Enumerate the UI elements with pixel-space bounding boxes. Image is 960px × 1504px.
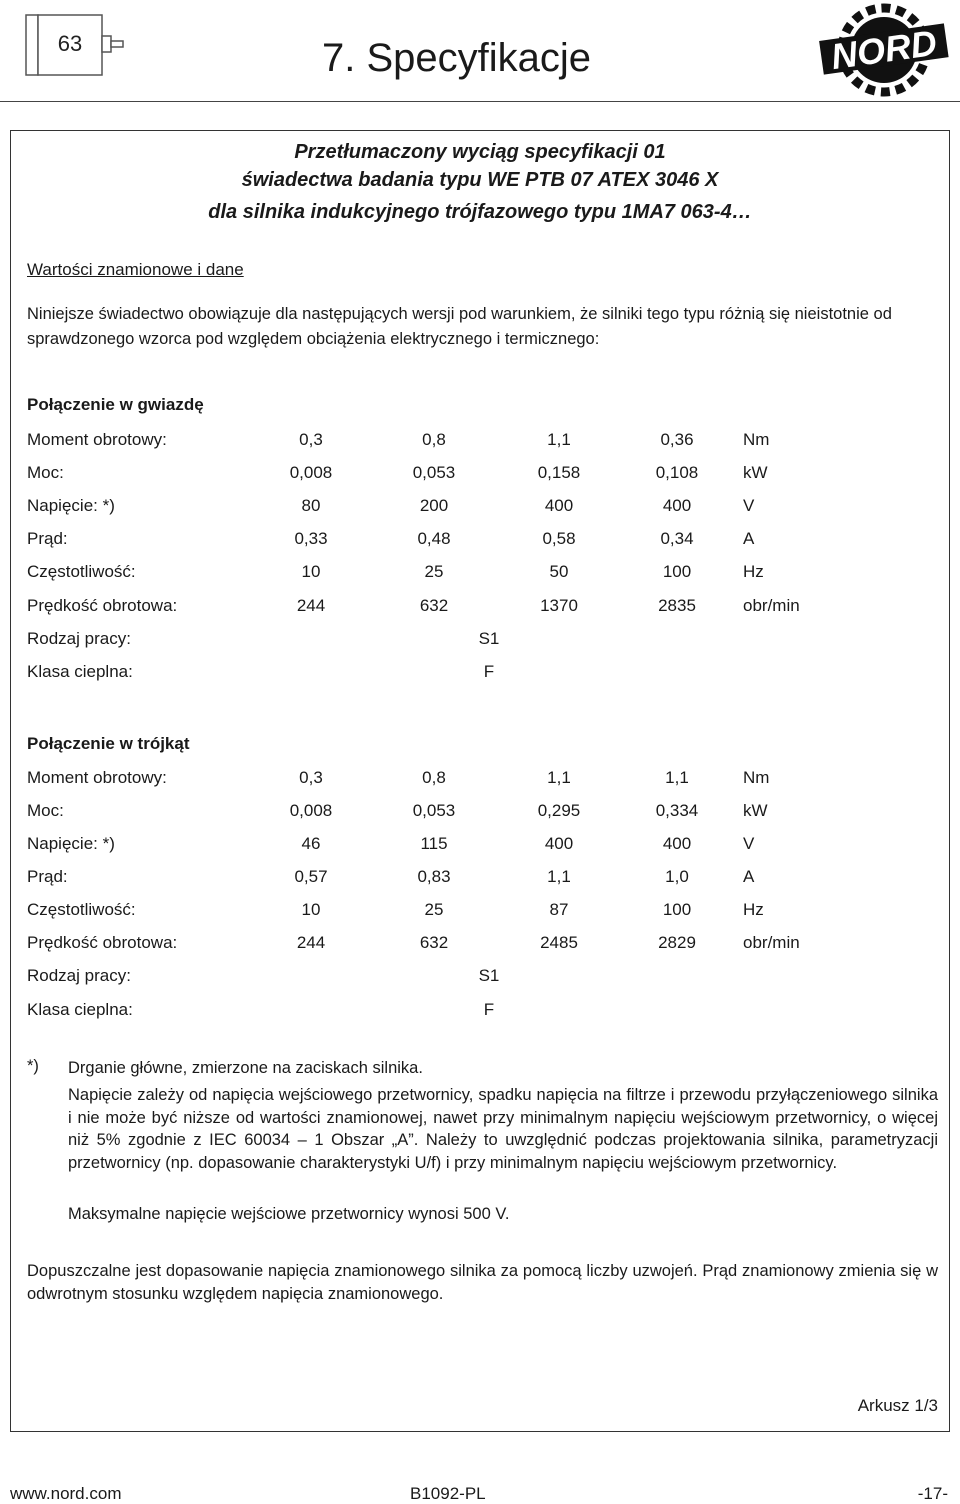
value-cell: 0,3: [299, 430, 323, 449]
unit-cell: V: [743, 834, 755, 853]
value-cell: 46: [301, 834, 321, 853]
value-cell: F: [483, 1000, 495, 1019]
unit-cell: Nm: [743, 768, 770, 787]
value-cell: 0,58: [542, 529, 576, 548]
star-row-frequency: [27, 562, 927, 584]
star-row-torque: [27, 430, 927, 452]
row-label: Klasa cieplna:: [27, 662, 133, 681]
footnote-max-voltage: Maksymalne napięcie wejściowe przetwornicy wynosi 500 V.: [68, 1205, 510, 1223]
header-divider: [0, 101, 960, 102]
footnote-paragraph: Napięcie zależy od napięcia wejściowego przetwornicy, spadku napięcia na filtrze i przewodu przyłączeniowego silnika i nie może być niższe od wartości znamionowej, nawet przy minimalnym napięciu wejściowym przetwornicy, o więcej niż 5% zgodnie z IEC 60034 – 1 Obszar „A”. Należy to uwzględnić podczas projektowania silnika, parametryzacji przetwornicy (np. dopasowanie charakterystyki U/f) i przy minimalnym napięciu wejściowym przetwornicy.: [68, 1086, 938, 1172]
value-cell: 632: [419, 596, 449, 615]
delta-row-speed: [27, 933, 927, 955]
row-label: Moc:: [27, 463, 64, 482]
value-cell: 2835: [658, 596, 696, 615]
value-cell: 50: [549, 562, 569, 581]
value-cell: 100: [662, 562, 692, 581]
value-cell: 1,1: [547, 430, 571, 449]
value-cell: 0,83: [417, 867, 451, 886]
value-cell: 632: [419, 933, 449, 952]
star-row-voltage: [27, 496, 927, 518]
footer-doc-code: B1092-PL: [410, 1484, 486, 1503]
unit-cell: obr/min: [743, 596, 800, 615]
footer-page-number: -17-: [917, 1484, 948, 1503]
delta-row-frequency: [27, 900, 927, 922]
value-cell: 244: [296, 933, 326, 952]
unit-cell: V: [743, 496, 755, 515]
row-label: Częstotliwość:: [27, 900, 136, 919]
unit-cell: A: [743, 529, 755, 548]
value-cell: S1: [478, 629, 500, 648]
delta-row-current: [27, 867, 927, 889]
row-label: Prąd:: [27, 529, 68, 548]
value-cell: 0,158: [537, 463, 581, 482]
value-cell: 1,1: [665, 768, 689, 787]
delta-row-thermal-class: [27, 1000, 927, 1022]
value-cell: 0,3: [299, 768, 323, 787]
star-row-power: [27, 463, 927, 485]
value-cell: 0,108: [655, 463, 699, 482]
value-cell: 400: [544, 834, 574, 853]
value-cell: 0,57: [294, 867, 328, 886]
row-label: Częstotliwość:: [27, 562, 136, 581]
star-connection-title: Połączenie w gwiazdę: [27, 395, 204, 414]
value-cell: 0,053: [412, 801, 456, 820]
value-cell: 10: [301, 562, 321, 581]
unit-cell: Hz: [743, 900, 764, 919]
row-label: Moment obrotowy:: [27, 768, 167, 787]
row-label: Prędkość obrotowa:: [27, 596, 178, 615]
value-cell: 0,8: [422, 768, 446, 787]
value-cell: S1: [478, 966, 500, 985]
value-cell: 2829: [658, 933, 696, 952]
row-label: Rodzaj pracy:: [27, 966, 131, 985]
star-row-duty: [27, 629, 927, 651]
value-cell: 25: [424, 900, 444, 919]
star-row-thermal-class: [27, 662, 927, 684]
footnote-line: Drganie główne, zmierzone na zaciskach silnika.: [68, 1059, 423, 1077]
row-label: Moment obrotowy:: [27, 430, 167, 449]
value-cell: 100: [662, 900, 692, 919]
certificate-title-line-1: Przetłumaczony wyciąg specyfikacji 01: [294, 141, 666, 163]
delta-row-voltage: [27, 834, 927, 856]
row-label: Klasa cieplna:: [27, 1000, 133, 1019]
row-label: Rodzaj pracy:: [27, 629, 131, 648]
value-cell: 1370: [540, 596, 578, 615]
delta-row-duty: [27, 966, 927, 988]
certificate-title-line-3: dla silnika indukcyjnego trójfazowego typu 1MA7 063-4…: [208, 201, 752, 223]
row-label: Prędkość obrotowa:: [27, 933, 178, 952]
value-cell: 0,36: [660, 430, 694, 449]
delta-connection-title: Połączenie w trójkąt: [27, 734, 190, 753]
motor-size-icon: [25, 14, 125, 78]
value-cell: 0,295: [537, 801, 581, 820]
value-cell: 400: [662, 496, 692, 515]
footer-website: www.nord.com: [10, 1484, 122, 1503]
delta-row-power: [27, 801, 927, 823]
svg-text:NORD: NORD: [828, 21, 940, 78]
value-cell: 0,8: [422, 430, 446, 449]
value-cell: 200: [419, 496, 449, 515]
row-label: Napięcie: *): [27, 834, 115, 853]
value-cell: 0,008: [289, 801, 333, 820]
row-label: Prąd:: [27, 867, 68, 886]
intro-paragraph: Niniejsze świadectwo obowiązuje dla następujących wersji pod warunkiem, że silniki tego typu różnią się nieistotnie od sprawdzonego wzorca pod względem obciążenia elektrycznego i termicznego:: [27, 305, 892, 348]
page-title: 7. Specyfikacje: [322, 36, 592, 80]
value-cell: 1,1: [547, 867, 571, 886]
value-cell: 0,48: [417, 529, 451, 548]
nord-logo-icon: [815, 2, 953, 98]
value-cell: 400: [662, 834, 692, 853]
value-cell: 400: [544, 496, 574, 515]
value-cell: 1,1: [547, 768, 571, 787]
value-cell: 0,008: [289, 463, 333, 482]
unit-cell: kW: [743, 463, 768, 482]
value-cell: 0,33: [294, 529, 328, 548]
value-cell: 0,334: [655, 801, 699, 820]
unit-cell: obr/min: [743, 933, 800, 952]
value-cell: 80: [301, 496, 321, 515]
value-cell: 2485: [540, 933, 578, 952]
row-label: Napięcie: *): [27, 496, 115, 515]
section-heading: Wartości znamionowe i dane: [27, 260, 244, 279]
value-cell: 10: [301, 900, 321, 919]
value-cell: 87: [549, 900, 569, 919]
value-cell: 0,34: [660, 529, 694, 548]
star-row-current: [27, 529, 927, 551]
value-cell: F: [483, 662, 495, 681]
footnote-marker: *): [27, 1057, 39, 1075]
sheet-number: Arkusz 1/3: [857, 1396, 938, 1415]
unit-cell: kW: [743, 801, 768, 820]
certificate-title-line-2: świadectwa badania typu WE PTB 07 ATEX 3046 X: [241, 169, 719, 191]
value-cell: 25: [424, 562, 444, 581]
unit-cell: Hz: [743, 562, 764, 581]
motor-badge-number: 63: [57, 31, 83, 56]
closing-paragraph: Dopuszczalne jest dopasowanie napięcia znamionowego silnika za pomocą liczby uzwojeń. Prąd znamionowy zmienia się w odwrotnym stosunku względem napięcia znamionowego.: [27, 1262, 938, 1303]
delta-row-torque: [27, 768, 927, 790]
star-row-speed: [27, 596, 927, 618]
unit-cell: Nm: [743, 430, 770, 449]
value-cell: 244: [296, 596, 326, 615]
value-cell: 0,053: [412, 463, 456, 482]
value-cell: 1,0: [665, 867, 689, 886]
row-label: Moc:: [27, 801, 64, 820]
unit-cell: A: [743, 867, 755, 886]
value-cell: 115: [420, 834, 448, 853]
